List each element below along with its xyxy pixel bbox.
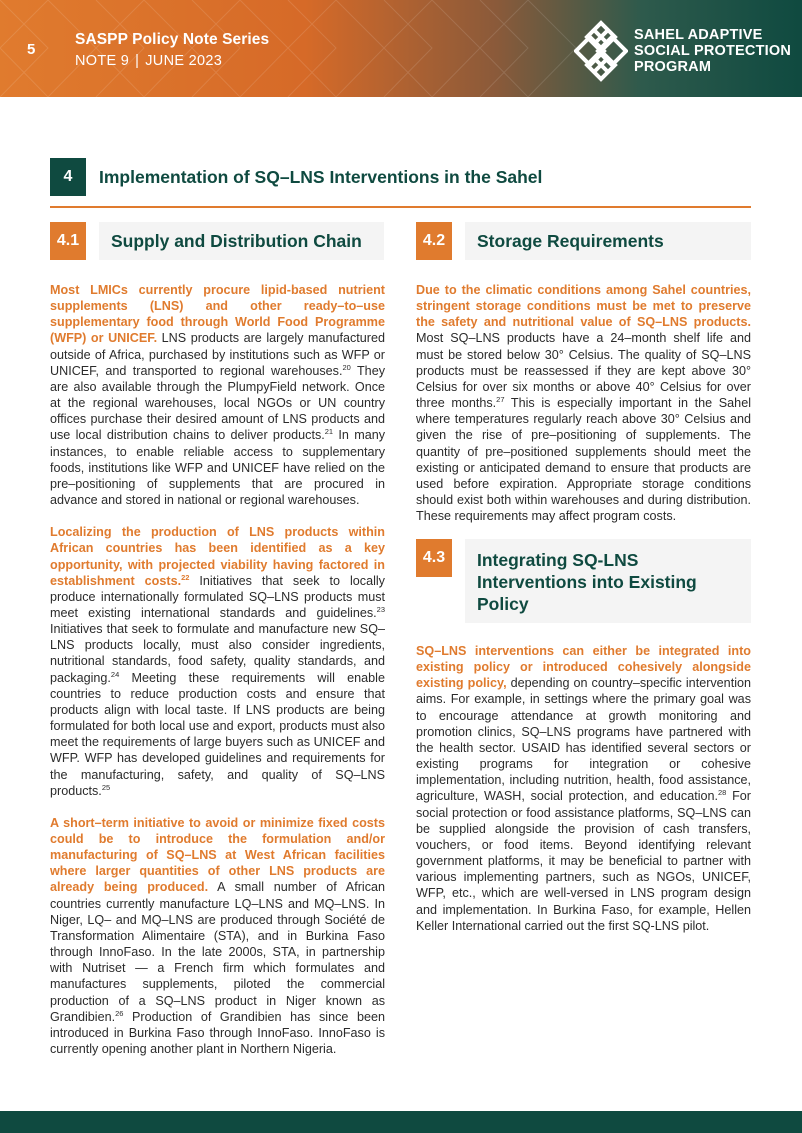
body-text: In many instances, to enable reliable access to supplementary foods, institutions like WFP and UNICEF have relied on the pre–positioning of supplements that are procured in advance and stored in national or regional warehouses. bbox=[50, 428, 385, 508]
section-title: Implementation of SQ–LNS Interventions in the Sahel bbox=[99, 166, 543, 187]
subsection-title bbox=[465, 539, 751, 623]
right-column-text-storage bbox=[416, 282, 751, 540]
subsection-number-badge: 4.3 bbox=[416, 539, 452, 577]
footnote-ref: 24 bbox=[110, 669, 120, 679]
body-text: This is especially important in the Sahel where temperatures regularly reach above 30° Celsius and given the rise of pre–positioning of supplements. The quantity of pre–positioned supplements should meet the existing or anticipated demand to ensure that products are used before expiration. Appropriate storage conditions should exist both within warehouses and during distribution. These requirements may affect program costs. bbox=[416, 396, 751, 524]
paragraph bbox=[50, 815, 385, 1057]
body-text: Meeting these requirements will enable countries to reduce production costs and ensure that products align with local taste. If LNS products are being formulated for both local use and export, products must also meet the requirements of large buyers such as UNICEF and WFP. WFP has developed guidelines and requirements for the manufacturing, safety, and quality of SQ–LNS products. bbox=[50, 670, 385, 798]
subsection-heading-4-1 bbox=[50, 222, 384, 260]
footnote-ref: 22 bbox=[181, 572, 190, 582]
right-column-text-integration bbox=[416, 643, 751, 950]
note-number: NOTE 9 bbox=[75, 53, 130, 69]
paragraph bbox=[50, 282, 385, 508]
note-issue-line bbox=[75, 53, 222, 69]
note-date: JUNE 2023 bbox=[145, 53, 223, 69]
subsection-heading-4-3 bbox=[416, 539, 751, 623]
subsection-title: Supply and Distribution Chain bbox=[99, 222, 384, 260]
body-text: They are also available through the PlumpyField network. Once at the regional warehouses, local NGOs or UN country offices purchase their desired amount of LNS products and use local distribution chains to deliver products. bbox=[50, 363, 385, 443]
logo-line-2: SOCIAL PROTECTION bbox=[634, 43, 792, 59]
subsection-heading-4-2 bbox=[416, 222, 751, 260]
section-number-badge: 4 bbox=[50, 158, 86, 196]
footnote-ref: 20 bbox=[342, 362, 351, 372]
body-text: Initiatives that seek to formulate and manufacture new SQ–LNS products locally, must also consider ingredients, nutritional standards, food safety, quality standards, and packaging. bbox=[50, 622, 385, 685]
body-text: Most SQ–LNS products have a 24–month shelf life and must be stored below 30° Celsius. The quality of SQ–LNS products must be reassessed if they are kept above 30° Celsius for over six months or above 40° Celsius for over three months. bbox=[416, 331, 751, 411]
lead-sentence: Due to the climatic conditions among Sahel countries, stringent storage conditions must be met to preserve the safety and nutritional value of SQ–LNS products. bbox=[416, 283, 751, 330]
lead-sentence: SQ–LNS interventions can either be integrated into existing policy or introduced cohesively alongside existing policy, bbox=[416, 644, 751, 691]
logo-line-1: SAHEL ADAPTIVE bbox=[634, 27, 763, 43]
subsection-number-badge: 4.2 bbox=[416, 222, 452, 260]
paragraph bbox=[50, 524, 385, 799]
subsection-title-line: Integrating SQ-LNS bbox=[477, 550, 639, 570]
body-text: LNS products are largely manufactured outside of Africa, purchased by institutions such as WFP or UNICEF, and transported to regional warehouses. bbox=[50, 331, 386, 378]
subsection-number-badge: 4.1 bbox=[50, 222, 86, 260]
footnote-ref: 26 bbox=[115, 1008, 124, 1018]
body-text: A small number of African countries currently manufacture LQ–LNS and MQ–LNS. In Niger, LQ– and MQ–LNS are produced through Société de Transformation Alimentaire (STA), and in Burkina Faso through InnoFaso. In the late 2000s, STA, in partnership with Nutriset — a French firm which formulates and manufactures supplements, piloted the commercial production of a SQ–LNS product in Niger known as Grandibien. bbox=[50, 880, 385, 1024]
subsection-title-line: Interventions into Existing bbox=[477, 572, 697, 592]
body-text: depending on country–specific intervention aims. For example, in settings where the primary goal was to encourage attendance at growth monitoring and promotion clinics, SQ–LNS programs have partnered with the health sector. USAID has identified several sectors or existing programs for integration or cohesive implementation, including nutrition, health, food assistance, agriculture, WASH, social protection, and education. bbox=[416, 676, 751, 804]
footnote-ref: 28 bbox=[718, 788, 727, 798]
footnote-ref: 27 bbox=[496, 395, 505, 405]
page-footer-bar bbox=[0, 1111, 802, 1133]
left-column-text bbox=[50, 282, 385, 1073]
section-heading bbox=[50, 158, 542, 196]
footnote-ref: 25 bbox=[101, 782, 111, 792]
lead-sentence: A short–term initiative to avoid or minimize fixed costs could be to introduce the formulation and/or manufacturing of SQ–LNS at West African facilities where larger quantities of other LNS products are already being produced. bbox=[50, 815, 385, 895]
body-text: Initiatives that seek to locally produce internationally formulated SQ–LNS products must meet existing international standards and guidelines. bbox=[50, 573, 385, 620]
page-number: 5 bbox=[27, 41, 36, 58]
paragraph bbox=[416, 282, 751, 524]
lead-sentence: Most LMICs currently procure lipid-based nutrient supplements (LNS) and other ready–to–use supplementary food through World Food Programme (WFP) or UNICEF. bbox=[50, 283, 385, 346]
logo-line-3: PROGRAM bbox=[634, 59, 712, 75]
program-logo-text bbox=[634, 27, 791, 75]
footnote-ref: 23 bbox=[376, 604, 385, 614]
subsection-title-line: Policy bbox=[477, 594, 529, 614]
lead-sentence: Localizing the production of LNS products within African countries has been identified as a key opportunity, with projected viability having factored in establishment costs. bbox=[50, 525, 385, 588]
body-text: For social protection or food assistance platforms, SQ–LNS can be supplied alongside the provision of cash transfers, vouchers, or food items. Beyond identifying relevant government platforms, it may be beneficial to partner with various implementing partners, such as NGOs, UNICEF, WFP, etc., which are well-versed in LNS program design and implementation. In Burkina Faso, for example, Hellen Keller International carried out the first SQ-LNS pilot. bbox=[416, 789, 752, 933]
note-separator: | bbox=[135, 53, 140, 69]
paragraph bbox=[416, 643, 751, 934]
body-text: Production of Grandibien has since been introduced in Burkina Faso through InnoFaso. InnoFaso is currently opening another plant in Northern Nigeria. bbox=[50, 1009, 385, 1057]
subsection-title: Storage Requirements bbox=[465, 222, 751, 260]
saspp-knot-logo-icon bbox=[574, 20, 628, 82]
series-title: SASPP Policy Note Series bbox=[75, 31, 270, 48]
section-divider bbox=[50, 206, 751, 208]
page-header bbox=[0, 0, 802, 97]
footnote-ref: 21 bbox=[324, 427, 334, 437]
